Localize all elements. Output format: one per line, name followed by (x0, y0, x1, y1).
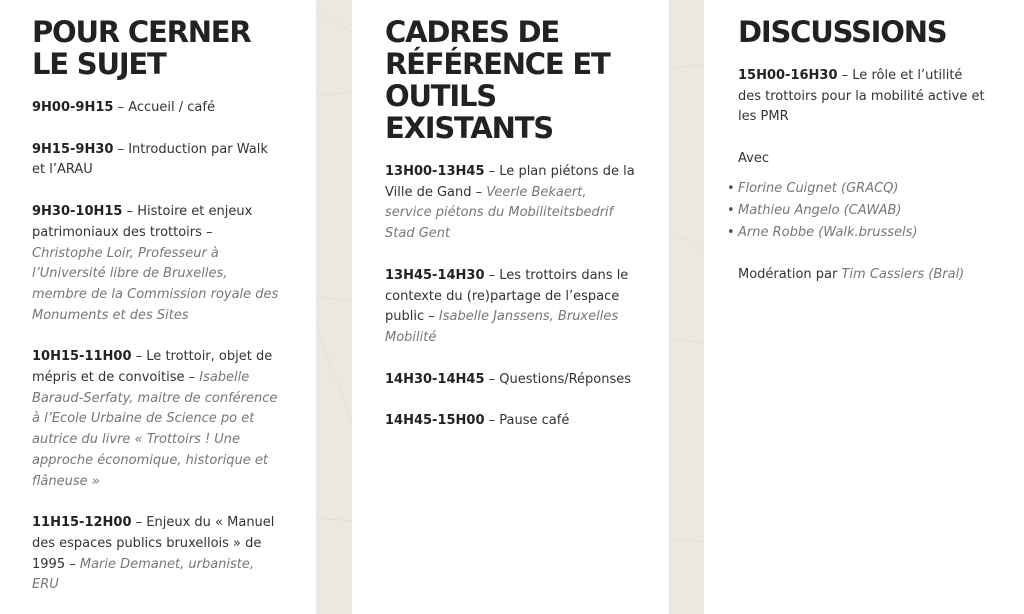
heading-line: CADRES DE (385, 15, 560, 49)
section-heading (738, 16, 1024, 48)
entry-text: – Pause café (484, 413, 570, 429)
entry-text: – Le plan piétons de la Ville de Gand – (385, 164, 635, 200)
entry-text: – Introduction par Walk et l’ARAU (32, 141, 268, 178)
schedule-entry (385, 266, 635, 349)
entry-text: – Histoire et enjeux patrimoniaux des trottoirs – (32, 204, 253, 240)
schedule-entry (385, 162, 635, 245)
heading-line: EXISTANTS (385, 111, 553, 145)
time-slot: 11H15-12H00 (32, 515, 132, 531)
moderation-label: Modération par (738, 266, 842, 282)
heading-line: OUTILS (385, 79, 496, 113)
speaker: Christophe Loir, Professeur à l’Université libre de Bruxelles, membre de la Commission royale des Monuments et des Sites (32, 245, 279, 323)
participant: • Mathieu Angelo (CAWAB) (738, 200, 1024, 222)
speaker: Marie Demanet, urbaniste, ERU (32, 556, 255, 593)
schedule-entry (32, 140, 282, 181)
schedule-entry (32, 513, 282, 596)
participant-list (738, 178, 1024, 244)
schedule-entry (738, 66, 988, 128)
column-cadres-de-reference (352, 0, 669, 614)
time-slot: 14H30-14H45 (385, 371, 485, 387)
with-label: Avec (738, 151, 769, 167)
entry-text: – Le rôle et l’utilité des trottoirs pour la mobilité active et les PMR (738, 68, 985, 125)
schedule-entry (32, 347, 282, 492)
entry-text: – Les trottoirs dans le contexte du (re)partage de l’espace public – (385, 267, 629, 325)
entry-text: – Le trottoir, objet de mépris et de convoitise – (32, 349, 273, 386)
speaker: Veerle Bekaert, service piétons du Mobiliteitsbedrif Stad Gent (385, 184, 614, 242)
entry-text: – Questions/Réponses (484, 371, 632, 387)
moderator: Tim Cassiers (Bral) (841, 266, 965, 282)
participant: • Arne Robbe (Walk.brussels) (738, 222, 1024, 244)
moderation-line (738, 265, 988, 286)
participant: • Florine Cuignet (GRACQ) (738, 178, 1024, 200)
time-slot: 15H00-16H30 (738, 68, 838, 83)
heading-line: LE SUJET (32, 47, 166, 81)
speaker: Isabelle Baraud-Serfaty, maitre de conférence à l’Ecole Urbaine de Science po et autrice du livre « Trottoirs ! Une approche économique, historique et flâneuse » (32, 370, 278, 489)
time-slot: 14H45-15H00 (385, 413, 485, 429)
section-heading (32, 16, 316, 80)
heading-line: DISCUSSIONS (738, 15, 947, 49)
schedule-entry (385, 370, 635, 391)
schedule-entry (385, 411, 635, 432)
time-slot: 9H15-9H30 (32, 141, 114, 157)
schedule-entry (32, 202, 282, 326)
time-slot: 13H00-13H45 (385, 164, 485, 179)
column-discussions (704, 0, 1024, 614)
section-heading (385, 16, 669, 144)
speaker: Isabelle Janssens, Bruxelles Mobilité (385, 309, 619, 345)
entry-text: – Accueil / café (113, 100, 215, 115)
time-slot: 9H00-9H15 (32, 100, 114, 115)
time-slot: 10H15-11H00 (32, 349, 132, 365)
heading-line: POUR CERNER (32, 15, 251, 49)
time-slot: 13H45-14H30 (385, 267, 485, 283)
column-pour-cerner-le-sujet (0, 0, 316, 614)
entry-text: – Enjeux du « Manuel des espaces publics bruxellois » de 1995 – (32, 515, 275, 572)
heading-line: RÉFÉRENCE ET (385, 47, 610, 81)
schedule-entry (32, 98, 282, 119)
time-slot: 9H30-10H15 (32, 204, 123, 220)
